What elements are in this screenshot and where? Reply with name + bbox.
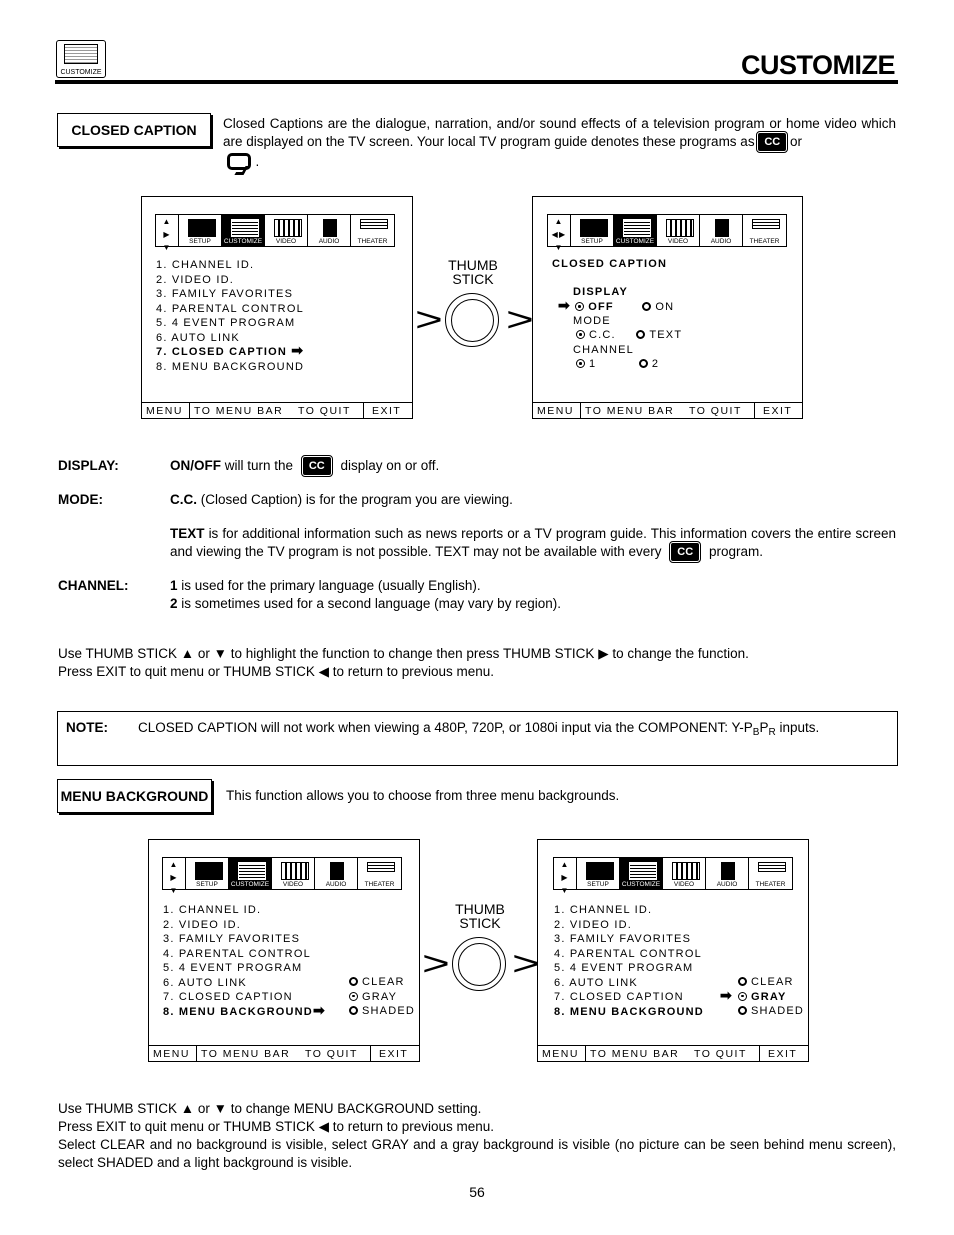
footer-exit: EXIT <box>768 1047 798 1060</box>
intro-end: . <box>255 154 260 169</box>
mode-text: (Closed Caption) is for the program you are viewing. <box>200 492 513 507</box>
setup-tab <box>186 858 229 889</box>
theater-tab <box>358 858 401 889</box>
menu-list <box>163 903 326 1019</box>
icon-bar <box>155 214 395 252</box>
thumb-label-line: THUMB <box>455 901 505 917</box>
footer-exit: EXIT <box>372 404 402 417</box>
customize-label: CUSTOMIZE <box>615 238 655 245</box>
footer-menu: MENU <box>538 1046 586 1061</box>
option-shaded: SHADED <box>751 1005 805 1017</box>
display-text-b: display on or off. <box>340 458 440 473</box>
audio-label: AUDIO <box>710 238 732 245</box>
stick-label-line: STICK <box>459 915 501 931</box>
ch2-bold: 2 <box>170 596 178 611</box>
caption-bubble-icon <box>227 153 251 170</box>
closed-caption-intro <box>223 115 896 151</box>
radio-unselected-icon <box>738 1006 747 1015</box>
video-tab <box>663 858 706 889</box>
radio-unselected-icon <box>642 302 651 311</box>
menu-list <box>554 903 704 1019</box>
radio-selected-icon <box>576 330 585 339</box>
instruction-line: Select CLEAR and no background is visible, select GRAY and a gray background is visible (no picture can be seen behind menu screen), select SHADED and a light background is visible. <box>58 1137 896 1170</box>
setup-label: SETUP <box>189 238 211 245</box>
display-heading: DISPLAY <box>573 286 629 298</box>
cc-screen-heading: CLOSED CAPTION <box>552 258 668 270</box>
icon-bar <box>553 857 793 895</box>
closed-caption-settings-screen <box>532 196 803 419</box>
right-arrow-icon: ➡ <box>720 986 733 1003</box>
customize-tab <box>614 215 657 246</box>
customize-label: CUSTOMIZE <box>230 881 270 888</box>
right-arrow-icon: ➡ <box>312 1001 326 1018</box>
setup-label: SETUP <box>581 238 603 245</box>
option-on: ON <box>655 301 675 313</box>
menu-item: 1. CHANNEL ID. <box>156 259 255 271</box>
menu-item: 7. CLOSED CAPTION <box>163 991 293 1003</box>
menu-background-label: MENU BACKGROUND <box>57 779 212 813</box>
option-cc: C.C. <box>589 329 616 341</box>
menu-footer <box>533 402 802 418</box>
footer-to-quit: TO QUIT <box>685 403 755 418</box>
note-text <box>138 719 819 742</box>
mode-bold: C.C. <box>170 492 197 507</box>
note-sub-b: B <box>752 727 760 738</box>
text-bold: TEXT <box>170 526 205 541</box>
footer-menu: MENU <box>533 403 581 418</box>
channel-options <box>576 358 659 370</box>
speaker-icon <box>721 862 735 880</box>
menu-item: 5. 4 EVENT PROGRAM <box>163 962 303 974</box>
menu-item: 7. CLOSED CAPTION <box>554 991 684 1003</box>
nav-arrows-icon: ▲ ◀▶ ▼ <box>548 215 571 246</box>
icon-bar <box>547 214 787 252</box>
instructions-closed-caption <box>58 645 749 681</box>
radio-selected-icon <box>738 992 747 1001</box>
cc-icon: CC <box>671 543 699 561</box>
setup-icon <box>188 219 216 237</box>
customize-logo <box>56 40 106 78</box>
setup-icon <box>580 219 608 237</box>
menu-item: 4. PARENTAL CONTROL <box>163 947 311 960</box>
audio-tab <box>315 858 358 889</box>
video-label: VIDEO <box>667 238 689 245</box>
setup-label: SETUP <box>196 881 218 888</box>
menu-screen-background-select <box>148 839 420 1062</box>
menu-item: 2. VIDEO ID. <box>163 918 241 931</box>
left-chevron-icon: > <box>415 301 443 339</box>
menu-item: 1. CHANNEL ID. <box>163 904 262 916</box>
logo-label: CUSTOMIZE <box>60 69 102 76</box>
setup-tab <box>577 858 620 889</box>
instruction-line: Use THUMB STICK ▲ or ▼ to highlight the function to change then press THUMB STICK ▶ to change the function. <box>58 646 749 661</box>
header-rule <box>55 80 898 84</box>
page-title: CUSTOMIZE <box>740 50 895 80</box>
menu-item: 1. CHANNEL ID. <box>554 904 653 916</box>
option-clear: CLEAR <box>751 976 794 988</box>
video-label: VIDEO <box>673 881 695 888</box>
cc-icon: CC <box>758 133 786 151</box>
channel-definition <box>170 577 561 613</box>
option-ch2: 2 <box>651 358 660 370</box>
mode-definition <box>170 491 513 509</box>
theater-icon <box>367 862 395 872</box>
note-label: NOTE: <box>66 720 108 735</box>
setup-tab <box>571 215 614 246</box>
footer-to-menu-bar: TO MENU BAR <box>194 404 284 417</box>
footer-to-quit: TO QUIT <box>294 403 364 418</box>
customize-tab <box>229 858 272 889</box>
customize-tab <box>222 215 265 246</box>
mode-heading: MODE <box>573 315 611 327</box>
menu-item: 4. PARENTAL CONTROL <box>156 302 304 315</box>
menu-list <box>156 258 304 374</box>
menu-footer <box>142 402 412 418</box>
customize-label: CUSTOMIZE <box>223 238 263 245</box>
display-bold: ON/OFF <box>170 458 221 473</box>
radio-unselected-icon <box>349 977 358 986</box>
stick-label-line: STICK <box>452 271 494 287</box>
option-off: OFF <box>588 301 614 313</box>
theater-icon <box>360 219 388 229</box>
menu-background-settings-screen <box>537 839 809 1062</box>
menu-item-selected-label: 8. MENU BACKGROUND <box>163 1005 313 1018</box>
customize-icon <box>623 219 651 237</box>
theater-tab <box>351 215 394 246</box>
left-chevron-icon: > <box>422 945 450 983</box>
menu-item-selected <box>156 342 305 360</box>
menu-item: 6. AUTO LINK <box>163 976 247 989</box>
footer-menu: MENU <box>149 1046 197 1061</box>
menu-item-selected-label: 7. CLOSED CAPTION <box>156 346 288 358</box>
menu-item: 3. FAMILY FAVORITES <box>554 933 692 945</box>
menu-footer <box>149 1045 419 1061</box>
video-tab <box>272 858 315 889</box>
option-clear: CLEAR <box>362 976 405 988</box>
intro-or: or <box>790 134 803 149</box>
text-definition <box>170 525 896 561</box>
thumb-stick-label <box>448 902 512 930</box>
note-text-a: CLOSED CAPTION will not work when viewing a 480P, 720P, or 1080i input via the COMPONENT: Y-P <box>138 720 753 735</box>
video-icon <box>274 219 302 237</box>
instruction-line: Press EXIT to quit menu or THUMB STICK ◀ to return to previous menu. <box>58 664 495 679</box>
page-number: 56 <box>469 1184 485 1200</box>
video-icon <box>666 219 694 237</box>
theater-label: THEATER <box>357 238 388 245</box>
thumb-stick-label <box>441 258 505 286</box>
speaker-icon <box>323 219 337 237</box>
background-options <box>720 975 804 1019</box>
mode-term: MODE: <box>58 492 103 507</box>
theater-tab <box>749 858 792 889</box>
theater-tab <box>743 215 786 246</box>
nav-arrows-icon: ▲ ▶ ▼ <box>554 858 577 889</box>
radio-selected-icon <box>575 302 584 311</box>
thumb-stick-icon <box>452 937 506 991</box>
thumb-label-line: THUMB <box>448 257 498 273</box>
channel-term: CHANNEL: <box>58 578 129 593</box>
display-definition <box>170 457 439 475</box>
theater-label: THEATER <box>755 881 786 888</box>
setup-label: SETUP <box>587 881 609 888</box>
footer-to-menu-bar: TO MENU BAR <box>585 404 675 417</box>
theater-icon <box>758 862 786 872</box>
closed-caption-label: CLOSED CAPTION <box>57 113 211 147</box>
menu-item: 8. MENU BACKGROUND <box>554 1005 704 1018</box>
menu-footer <box>538 1045 808 1061</box>
audio-label: AUDIO <box>716 881 738 888</box>
menu-item: 5. 4 EVENT PROGRAM <box>554 962 694 974</box>
text-text-a: is for additional information such as news reports or a TV program guide. This information covers the entire screen and viewing the TV program is not possible. TEXT may not be available with every <box>170 526 896 559</box>
note-p: P <box>759 720 769 735</box>
mode-options <box>576 329 682 341</box>
footer-to-quit: TO QUIT <box>301 1046 371 1061</box>
footer-to-quit: TO QUIT <box>690 1046 760 1061</box>
instruction-line: Use THUMB STICK ▲ or ▼ to change MENU BACKGROUND setting. <box>58 1101 482 1116</box>
audio-tab <box>308 215 351 246</box>
option-shaded: SHADED <box>362 1005 416 1017</box>
video-icon <box>281 862 309 880</box>
audio-tab <box>706 858 749 889</box>
right-arrow-icon: ➡ <box>291 342 305 358</box>
menu-background-intro: This function allows you to choose from three menu backgrounds. <box>226 788 620 803</box>
display-text-a: will turn the <box>224 458 294 473</box>
thumb-stick-icon <box>445 293 499 347</box>
instruction-line: Press EXIT to quit menu or THUMB STICK ◀ to return to previous menu. <box>58 1119 495 1134</box>
footer-menu: MENU <box>142 403 190 418</box>
setup-icon <box>586 862 614 880</box>
radio-selected-icon <box>576 359 585 368</box>
footer-exit: EXIT <box>379 1047 409 1060</box>
footer-exit: EXIT <box>763 404 793 417</box>
icon-bar <box>162 857 402 895</box>
theater-label: THEATER <box>749 238 780 245</box>
menu-item: 5. 4 EVENT PROGRAM <box>156 317 296 329</box>
menu-item: 3. FAMILY FAVORITES <box>156 288 294 300</box>
intro-text: Closed Captions are the dialogue, narration, and/or sound effects of a television program or home video which are displayed on the TV screen. Your local TV program guide denotes these programs as <box>223 116 896 149</box>
customize-icon <box>629 862 657 880</box>
option-text: TEXT <box>649 329 683 341</box>
ch1-text: is used for the primary language (usually English). <box>181 578 481 593</box>
theater-label: THEATER <box>364 881 395 888</box>
setup-tab <box>179 215 222 246</box>
customize-icon <box>231 219 259 237</box>
right-arrow-icon: ➡ <box>558 297 571 313</box>
display-term: DISPLAY: <box>58 458 119 473</box>
speaker-icon <box>330 862 344 880</box>
audio-label: AUDIO <box>325 881 347 888</box>
nav-arrows-icon: ▲ ▶ ▼ <box>156 215 179 246</box>
audio-tab <box>700 215 743 246</box>
note-text-b: inputs. <box>775 720 820 735</box>
customize-logo-icon <box>64 44 98 64</box>
menu-item: 2. VIDEO ID. <box>554 918 632 931</box>
radio-unselected-icon <box>636 330 645 339</box>
menu-item-selected <box>163 1001 326 1020</box>
right-chevron-icon: > <box>512 945 540 983</box>
menu-item: 4. PARENTAL CONTROL <box>554 947 702 960</box>
caption-bubble-row <box>227 153 259 171</box>
option-gray: GRAY <box>751 990 787 1003</box>
background-options <box>349 975 415 1019</box>
customize-icon <box>238 862 266 880</box>
radio-unselected-icon <box>738 977 747 986</box>
video-label: VIDEO <box>275 238 297 245</box>
option-ch1: 1 <box>589 358 597 370</box>
text-text-b: program. <box>708 544 763 559</box>
display-options <box>558 297 675 313</box>
note-box <box>57 711 898 766</box>
note-sub-r: R <box>768 727 776 738</box>
audio-label: AUDIO <box>318 238 340 245</box>
theater-icon <box>752 219 780 229</box>
ch2-text: is sometimes used for a second language (may vary by region). <box>181 596 561 611</box>
video-tab <box>657 215 700 246</box>
menu-screen-closed-caption-select <box>141 196 413 419</box>
footer-to-menu-bar: TO MENU BAR <box>201 1047 291 1060</box>
menu-item: 6. AUTO LINK <box>156 331 240 344</box>
nav-arrows-icon: ▲ ▶ ▼ <box>163 858 186 889</box>
radio-selected-icon <box>349 992 358 1001</box>
video-tab <box>265 215 308 246</box>
channel-heading: CHANNEL <box>573 344 634 356</box>
customize-label: CUSTOMIZE <box>621 881 661 888</box>
speaker-icon <box>715 219 729 237</box>
setup-icon <box>195 862 223 880</box>
radio-unselected-icon <box>349 1006 358 1015</box>
menu-item: 6. AUTO LINK <box>554 976 638 989</box>
right-chevron-icon: > <box>506 301 534 339</box>
option-gray: GRAY <box>362 990 398 1003</box>
ch1-bold: 1 <box>170 578 178 593</box>
menu-item: 2. VIDEO ID. <box>156 273 234 286</box>
footer-to-menu-bar: TO MENU BAR <box>590 1047 680 1060</box>
instructions-menu-background <box>58 1100 896 1172</box>
radio-unselected-icon <box>639 359 648 368</box>
video-label: VIDEO <box>282 881 304 888</box>
video-icon <box>672 862 700 880</box>
menu-item: 3. FAMILY FAVORITES <box>163 933 301 945</box>
menu-item: 8. MENU BACKGROUND <box>156 360 305 373</box>
customize-tab <box>620 858 663 889</box>
cc-icon: CC <box>303 457 331 475</box>
